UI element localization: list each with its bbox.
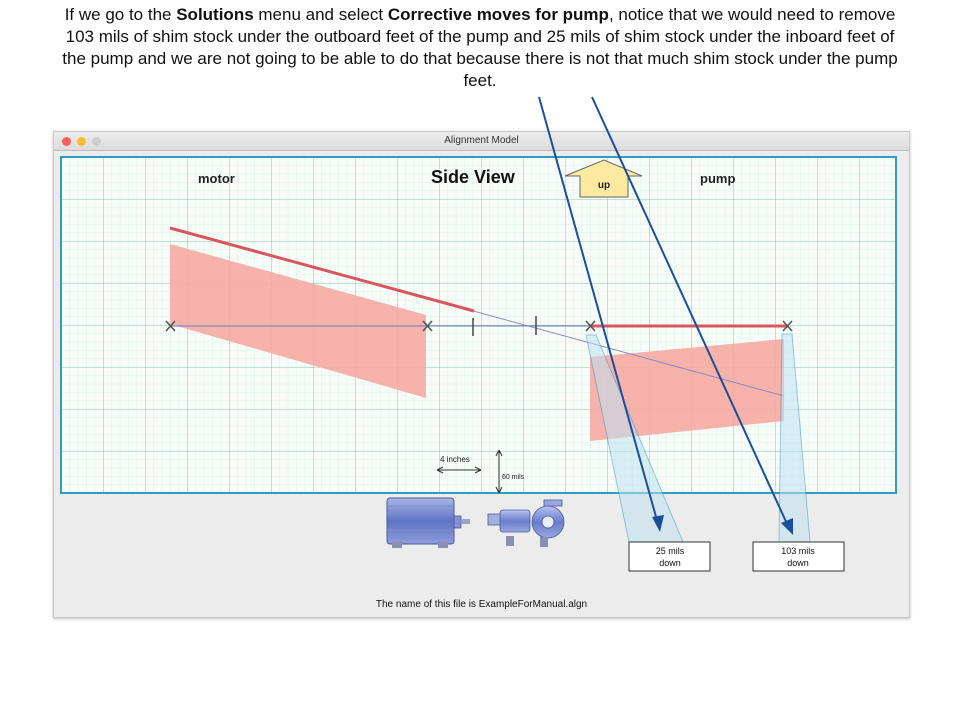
pump-label: pump [700,171,736,186]
inboard-callout-line1: 25 mils [655,546,685,556]
motor-label: motor [198,171,235,186]
scale-horizontal-label: 4 inches [440,455,470,464]
caption-text-3: , notice that we would need to remove 103 mils of shim stock under the outboard feet of the pump and 25 mils of shim stock under the inboard feet of the pump and we are not going to be able to do that because there is not that much shim stock under the pump feet. [62,5,898,90]
caption-corrective-moves: Corrective moves for pump [387,5,609,24]
motor-icon [387,498,470,548]
caption-text-1: If we go to the [64,5,177,24]
scale-vertical-label: 60 mils [502,474,525,481]
caption-text-2: menu and select [253,5,388,24]
caption-solutions: Solutions [176,5,254,24]
up-label: up [597,180,611,191]
pump-icon [488,500,564,547]
inboard-callout-line2: down [659,558,681,568]
side-view-title: Side View [431,167,515,187]
window-title: Alignment Model [444,135,519,146]
outboard-callout-line1: 103 mils [781,546,815,556]
file-name-status: The name of this file is ExampleForManual.algn [375,599,588,610]
outboard-callout-line2: down [787,558,809,568]
